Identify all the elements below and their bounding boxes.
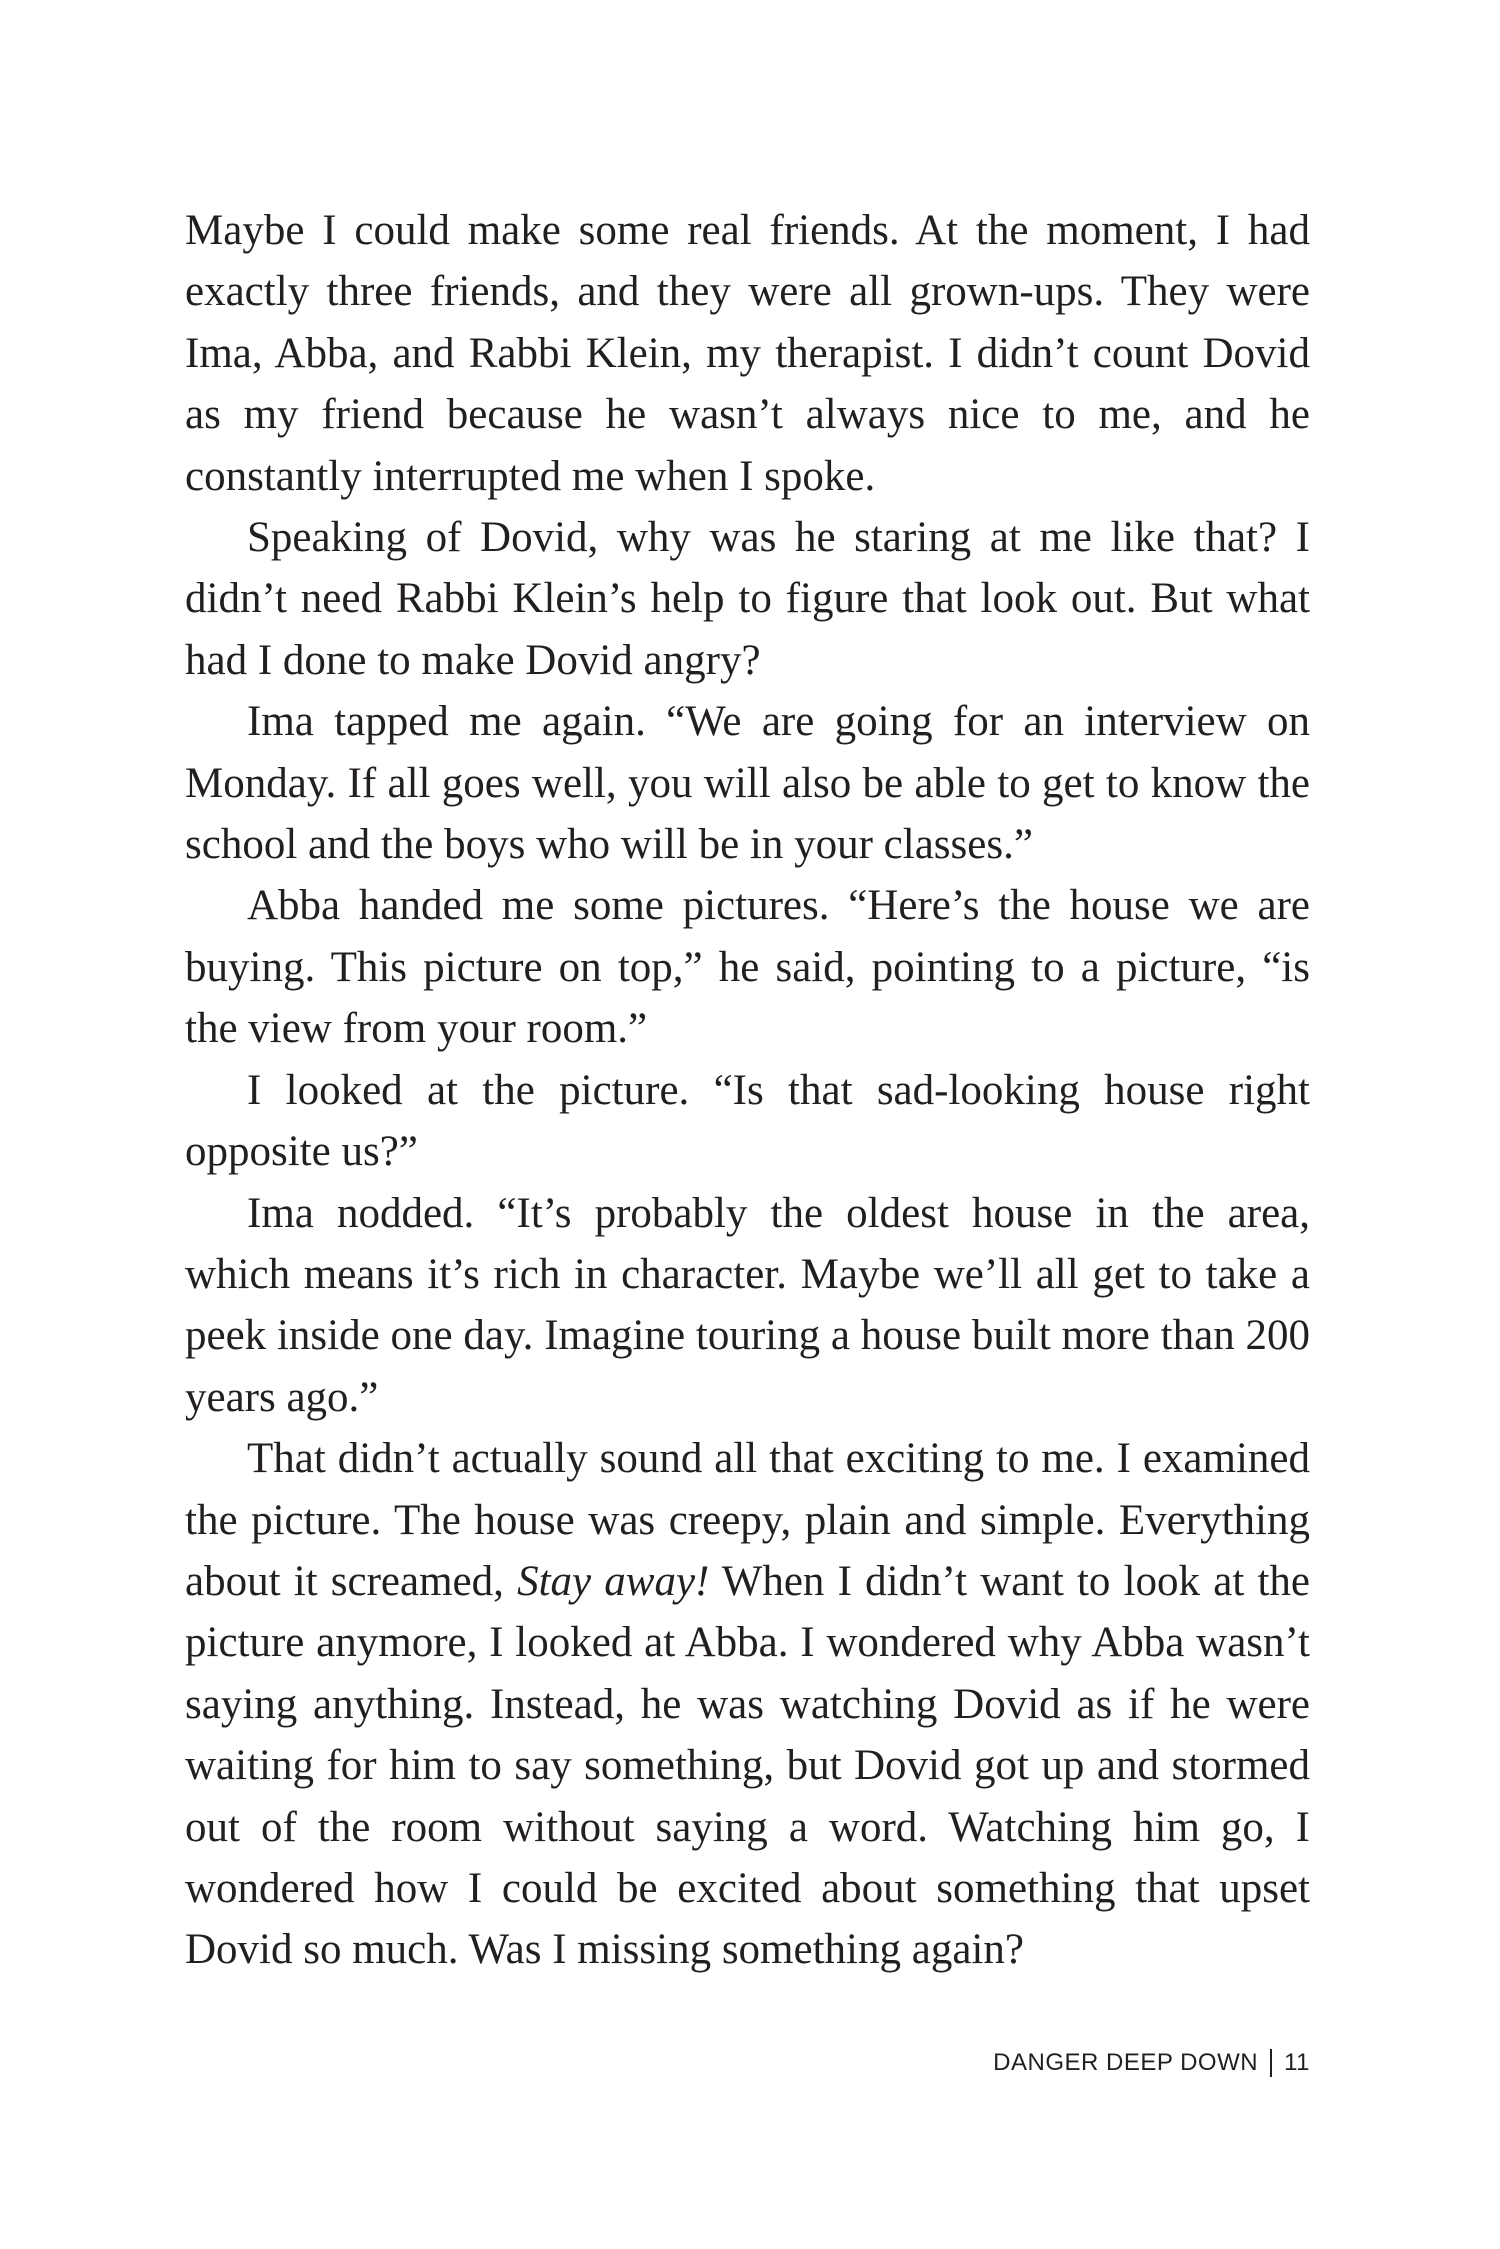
- paragraph-3: Ima tapped me again. “We are going for an interview on Monday. If all goes well, you will also be able to get to know the school and the boys who will be in your classes.”: [185, 698, 1310, 869]
- page-number: 11: [1284, 2049, 1310, 2076]
- paragraph-7-after: When I didn’t want to look at the picture anymore, I looked at Abba. I wondered why Abba wasn’t saying anything. Instead, he was watching Dovid as if he were waiting for him to say something, but Dovid got up and stormed out of the room without saying a word. Watching him go, I wondered how I could be excited about something that upset Dovid so much. Was I missing something again?: [185, 1557, 1310, 1974]
- paragraph-1: Maybe I could make some real friends. At the moment, I had exactly three friends, and they were all grown-ups. They were Ima, Abba, and Rabbi Klein, my therapist. I didn’t count Dovid as my friend because he wasn’t always nice to me, and he constantly interrupted me when I spoke.: [185, 207, 1310, 500]
- footer-divider: [1270, 2049, 1272, 2077]
- paragraph-4: Abba handed me some pictures. “Here’s the house we are buying. This picture on top,” he said, pointing to a picture, “is the view from your room.”: [185, 882, 1310, 1053]
- paragraph-7-before: That didn’t actually sound all that exciting to me. I examined the picture. The house was creepy, plain and simple. Everything about it screamed,: [185, 1435, 1310, 1605]
- paragraph-7: [185, 1428, 1310, 1981]
- paragraph-2: Speaking of Dovid, why was he staring at me like that? I didn’t need Rabbi Klein’s help to figure that look out. But what had I done to make Dovid angry?: [185, 514, 1310, 684]
- running-title: DANGER DEEP DOWN: [993, 2049, 1259, 2076]
- paragraph-6: Ima nodded. “It’s probably the oldest house in the area, which means it’s rich in character. Maybe we’ll all get to take a peek inside one day. Imagine touring a house built more than 200 years ago.”: [185, 1189, 1310, 1421]
- paragraph-7-italic: Stay away!: [517, 1557, 710, 1605]
- page-footer: [993, 2049, 1310, 2077]
- body-text: [185, 200, 1310, 1981]
- paragraph-5: I looked at the picture. “Is that sad-looking house right opposite us?”: [185, 1066, 1310, 1176]
